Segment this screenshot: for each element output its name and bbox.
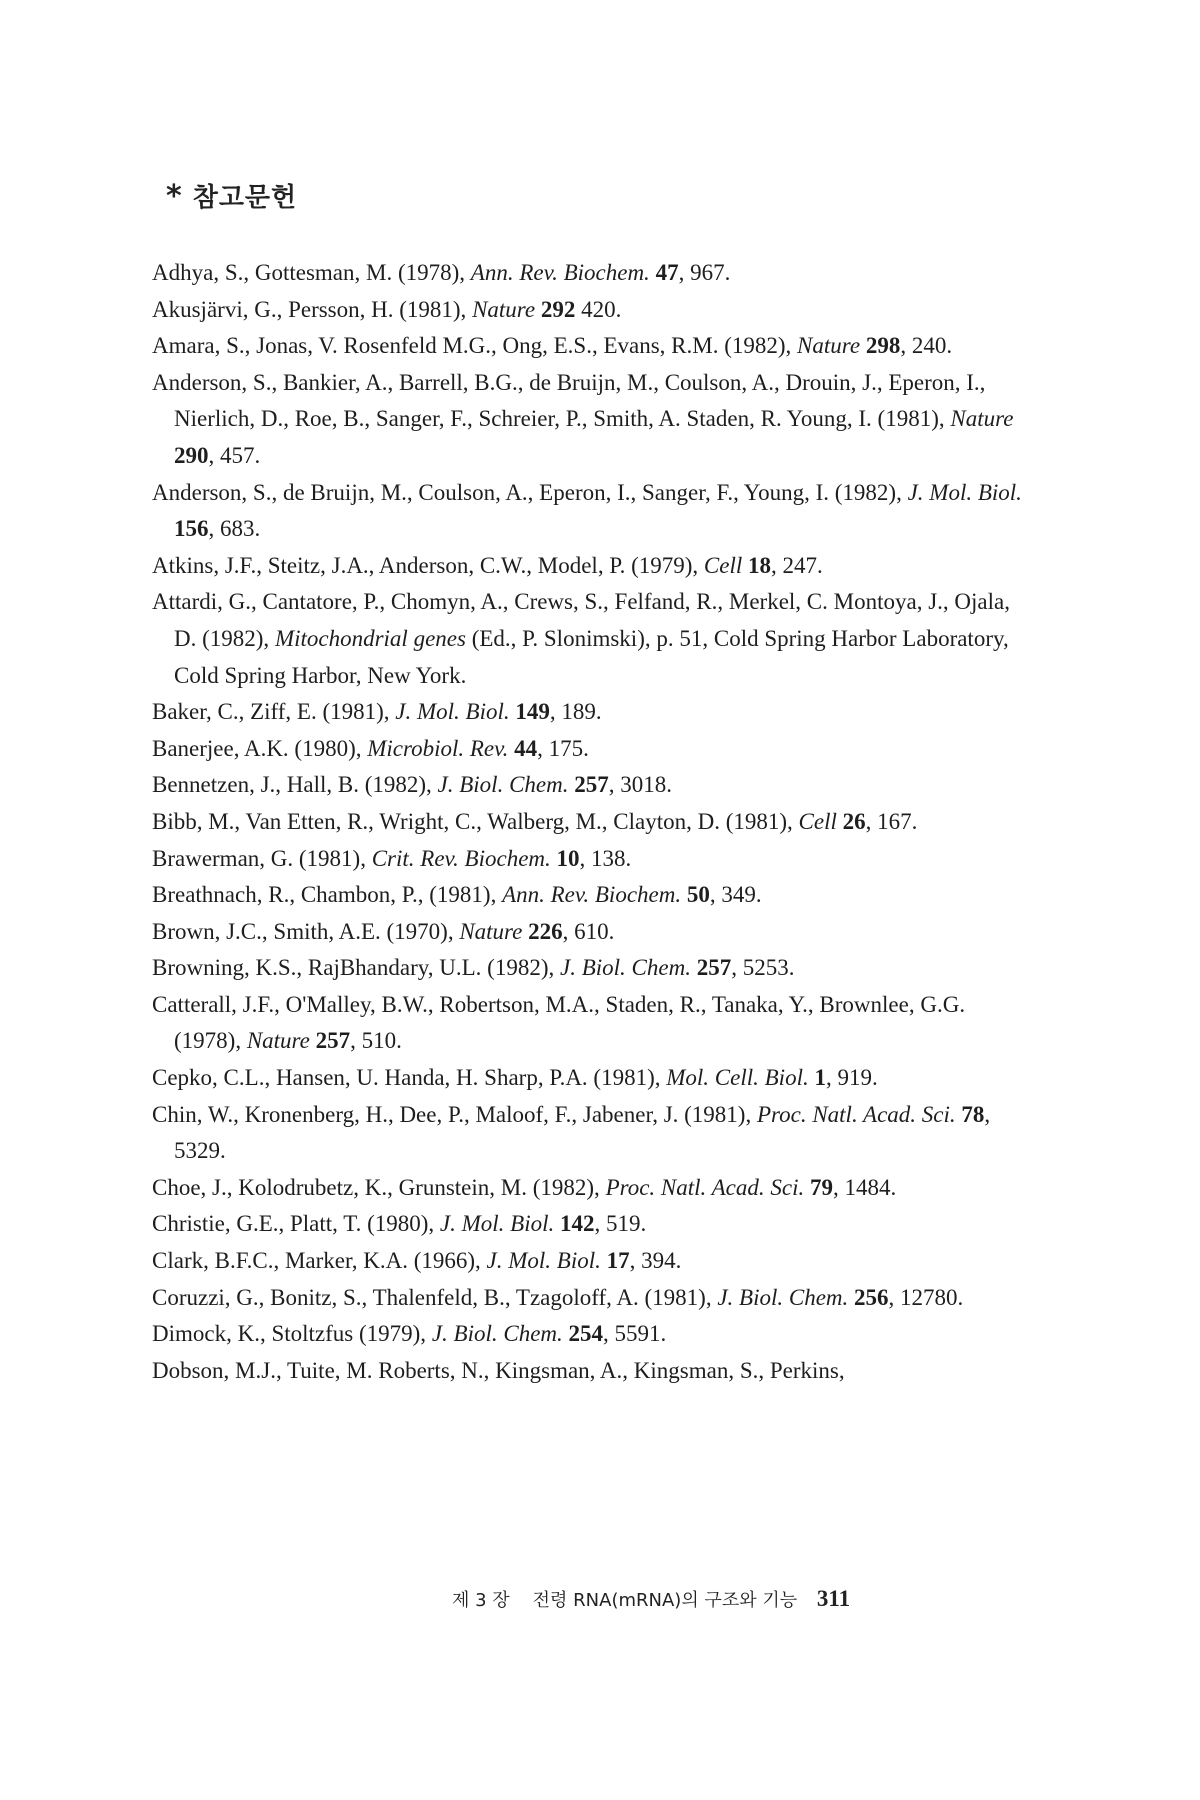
reference-journal: Proc. Natl. Acad. Sci. [605,1174,805,1200]
reference-journal: Ann. Rev. Biochem. [470,260,650,285]
reference-journal: Nature [950,406,1014,432]
reference-journal: J. Mol. Biol. [395,699,510,725]
reference-authors-year: Amara, S., Jonas, V. Rosenfeld M.G., Ong, E.S., Evans, R.M. (1982), [152,333,798,359]
reference-authors-year: Clark, B.F.C., Marker, K.A. (1966), [152,1248,487,1274]
reference-authors-year: Baker, C., Ziff, E. (1981), [152,699,396,725]
reference-authors-year: Akusjärvi, G., Persson, H. (1981), [152,296,473,322]
reference-pages: , 1484. [832,1174,897,1200]
reference-entry [152,694,1032,731]
reference-authors-year: Bibb, M., Van Etten, R., Wright, C., Walberg, M., Clayton, D. (1981), [152,808,799,834]
reference-entry [152,987,1032,1060]
reference-entry [152,584,1032,694]
reference-entry [152,1353,1032,1390]
reference-journal: Nature [246,1028,310,1054]
reference-entry [152,877,1032,914]
reference-journal: Nature [472,296,536,322]
reference-journal: J. Biol. Chem. [717,1284,849,1310]
reference-entry [152,1170,1032,1207]
reference-volume: 1 [814,1065,826,1091]
reference-pages: (Ed., P. Slonimski), p. 51, Cold Spring Harbor Laboratory, Cold Spring Harbor, New York. [174,625,1009,688]
references-title: 참고문헌 [192,183,298,213]
reference-pages: , 5591. [603,1321,667,1347]
reference-volume: 44 [514,735,538,761]
reference-entry [152,767,1032,804]
reference-journal: Mol. Cell. Biol. [666,1065,809,1091]
reference-authors-year: Adhya, S., Gottesman, M. (1978), [152,260,471,285]
reference-authors-year: Brown, J.C., Smith, A.E. (1970), [152,918,460,944]
reference-entry [152,950,1032,987]
reference-journal: J. Mol. Biol. [486,1248,601,1274]
reference-volume: 298 [865,333,901,359]
reference-journal: Proc. Natl. Acad. Sci. [756,1101,956,1127]
reference-entry [152,1060,1032,1097]
reference-entry [152,255,1032,292]
references-heading [166,177,297,214]
reference-authors-year: Chin, W., Kronenberg, H., Dee, P., Maloof, F., Jabener, J. (1981), [152,1101,757,1127]
reference-journal: Mitochondrial genes [274,625,466,651]
reference-volume: 156 [174,516,209,542]
reference-authors-year: Bennetzen, J., Hall, B. (1982), [152,772,438,798]
reference-pages: , 138. [579,845,632,871]
reference-entry [152,548,1032,585]
reference-journal: J. Biol. Chem. [431,1321,563,1347]
reference-authors-year: Dobson, M.J., Tuite, M. Roberts, N., Kingsman, A., Kingsman, S., Perkins, [152,1357,845,1383]
reference-volume: 149 [515,699,550,725]
reference-volume: 257 [315,1028,351,1054]
reference-pages: , 394. [629,1248,682,1274]
reference-authors-year: Brawerman, G. (1981), [152,845,372,871]
reference-journal: Ann. Rev. Biochem. [502,882,682,908]
reference-volume: 257 [696,955,732,981]
reference-authors-year: Christie, G.E., Platt, T. (1980), [152,1211,440,1237]
reference-journal: Cell [798,808,837,834]
reference-entry [152,328,1032,365]
reference-pages: , 247. [770,552,823,578]
reference-authors-year: Dimock, K., Stoltzfus (1979), [152,1321,432,1347]
reference-pages: , 3018. [608,772,672,798]
reference-authors-year: Attardi, G., Cantatore, P., Chomyn, A., Crews, S., Felfand, R., Merkel, C. Montoya, J., Ojala, D. (1982), [152,589,1010,651]
reference-pages: , 175. [537,735,589,761]
reference-journal: J. Mol. Biol. [439,1211,555,1237]
reference-entry [152,1097,1032,1170]
reference-pages: , 967. [678,260,731,285]
reference-entry [152,365,1032,475]
reference-authors-year: Choe, J., Kolodrubetz, K., Grunstein, M. (1982), [152,1174,606,1200]
reference-pages: , 5329. [174,1101,991,1164]
reference-volume: 142 [560,1211,595,1237]
reference-authors-year: Browning, K.S., RajBhandary, U.L. (1982), [152,955,560,981]
reference-pages: , 610. [562,918,615,944]
reference-volume: 10 [556,845,580,871]
reference-volume: 18 [747,552,771,578]
reference-entry [152,731,1032,768]
reference-journal: Microbiol. Rev. [367,735,509,761]
reference-entry [152,292,1032,329]
reference-journal: Cell [703,552,743,578]
reference-pages: 420. [575,296,622,322]
reference-pages: , 519. [594,1211,647,1237]
reference-volume: 79 [809,1174,833,1200]
reference-pages: , 240. [900,333,953,359]
reference-journal: J. Biol. Chem. [560,955,691,981]
reference-entry [152,1316,1032,1353]
reference-list [152,255,1032,1389]
reference-authors-year: Breathnach, R., Chambon, P., (1981), [152,882,503,908]
chapter-title: 전령 RNA(mRNA)의 구조와 기능 [532,1590,798,1611]
reference-authors-year: Banerjee, A.K. (1980), [152,735,368,761]
reference-entry [152,841,1032,878]
reference-journal: J. Mol. Biol. [907,479,1022,505]
reference-volume: 17 [606,1248,630,1274]
reference-pages: , 167. [865,808,918,834]
reference-authors-year: Anderson, S., de Bruijn, M., Coulson, A., Eperon, I., Sanger, F., Young, I. (1982), [152,479,908,505]
reference-pages: , 189. [549,699,602,725]
asterisk-marker: * [166,179,183,214]
reference-volume: 254 [568,1321,604,1347]
reference-volume: 26 [842,808,866,834]
reference-journal: Nature [797,333,861,359]
reference-pages: , 349. [709,882,762,908]
reference-volume: 50 [686,882,710,908]
reference-journal: Crit. Rev. Biochem. [371,845,551,871]
reference-journal: J. Biol. Chem. [437,772,569,798]
reference-authors-year: Coruzzi, G., Bonitz, S., Thalenfeld, B., Tzagoloff, A. (1981), [152,1284,718,1310]
reference-volume: 78 [961,1101,985,1127]
reference-volume: 290 [174,442,209,468]
reference-volume: 226 [528,918,563,944]
reference-pages: , 5253. [731,955,795,981]
reference-authors-year: Cepko, C.L., Hansen, U. Handa, H. Sharp, P.A. (1981), [152,1065,667,1091]
reference-pages: , 683. [208,516,261,542]
reference-authors-year: Anderson, S., Bankier, A., Barrell, B.G., de Bruijn, M., Coulson, A., Drouin, J., Eperon, I., Nierlich, D., Roe, B., Sanger, F., Schreier, P., Smith, A. Staden, R. Young, I. (1981), [152,369,986,432]
reference-volume: 257 [574,772,609,798]
reference-volume: 47 [655,260,679,285]
reference-authors-year: Atkins, J.F., Steitz, J.A., Anderson, C.W., Model, P. (1979), [152,552,704,578]
reference-volume: 256 [854,1284,889,1310]
reference-entry [152,475,1032,548]
reference-pages: , 457. [208,442,261,468]
reference-entry [152,804,1032,841]
reference-volume: 292 [540,296,576,322]
page-number: 311 [816,1586,851,1611]
reference-entry [152,1280,1032,1317]
reference-pages: , 510. [350,1028,402,1054]
reference-pages: , 12780. [888,1284,964,1310]
reference-entry [152,914,1032,951]
reference-journal: Nature [459,918,523,944]
chapter-label: 제 3 장 [452,1590,510,1611]
reference-entry [152,1206,1032,1243]
reference-entry [152,1243,1032,1280]
reference-pages: , 919. [825,1065,878,1091]
running-footer [452,1586,850,1612]
reference-authors-year: Catterall, J.F., O'Malley, B.W., Robertson, M.A., Staden, R., Tanaka, Y., Brownlee, G.G. (1978), [152,991,966,1054]
